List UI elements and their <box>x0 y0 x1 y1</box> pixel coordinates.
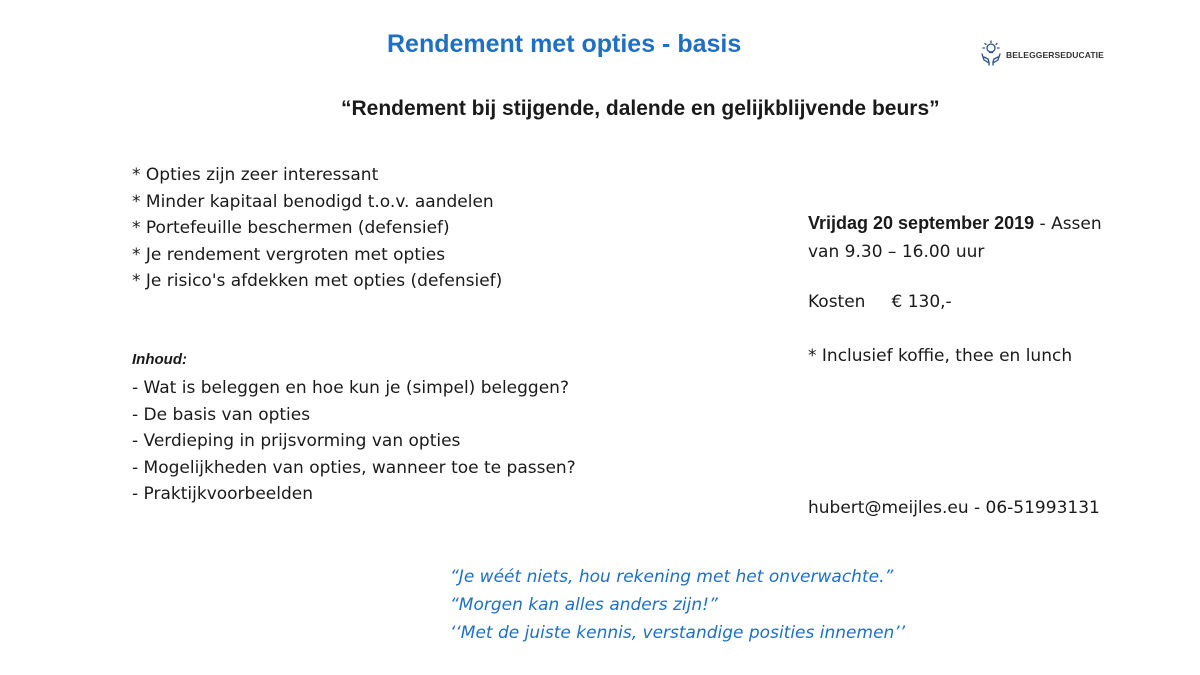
list-item: * Opties zijn zeer interessant <box>132 165 379 185</box>
page-title: Rendement met opties - basis <box>387 30 742 58</box>
contact-info: hubert@meijles.eu - 06-51993131 <box>808 498 1100 518</box>
list-item: - Praktijkvoorbeelden <box>132 484 314 504</box>
benefits-list <box>132 162 502 295</box>
event-time: van 9.30 – 16.00 uur <box>808 242 985 262</box>
contents-heading: Inhoud: <box>132 351 187 368</box>
list-item: * Je rendement vergroten met opties <box>132 244 446 265</box>
quote: “Je wéét niets, hou rekening met het onverwachte.” <box>450 567 894 587</box>
quote: “Morgen kan alles anders zijn!” <box>450 595 718 615</box>
contents-list <box>132 375 576 508</box>
list-item: * Portefeuille beschermen (defensief) <box>132 218 450 238</box>
logo-text: BELEGGERSEDUCATIE <box>1006 50 1104 60</box>
event-date-line <box>808 209 1102 238</box>
costs <box>808 292 952 312</box>
list-item: - Mogelijkheden van opties, wanneer toe te passen? <box>132 457 576 478</box>
list-item: * Je risico's afdekken met opties (defensief) <box>132 271 503 291</box>
costs-amount: € 130,- <box>891 292 952 312</box>
list-item: - Verdieping in prijsvorming van opties <box>132 431 461 451</box>
list-item: * Minder kapitaal benodigd t.o.v. aandelen <box>132 191 494 212</box>
logo <box>980 40 1104 70</box>
list-item: - De basis van opties <box>132 404 311 425</box>
lightbulb-hands-icon <box>980 40 1002 70</box>
event-date: Vrijdag 20 september 2019 <box>808 213 1035 233</box>
quotes <box>450 563 905 647</box>
quote: ‘‘Met de juiste kennis, verstandige posities innemen’’ <box>450 623 906 643</box>
event-location: - Assen <box>1034 214 1102 234</box>
event-details <box>808 209 1102 266</box>
list-item: - Wat is beleggen en hoe kun je (simpel) beleggen? <box>132 378 569 398</box>
subtitle: “Rendement bij stijgende, dalende en gelijkblijvende beurs” <box>341 97 940 120</box>
costs-label: Kosten <box>808 292 866 312</box>
included-note: * Inclusief koffie, thee en lunch <box>808 346 1073 366</box>
